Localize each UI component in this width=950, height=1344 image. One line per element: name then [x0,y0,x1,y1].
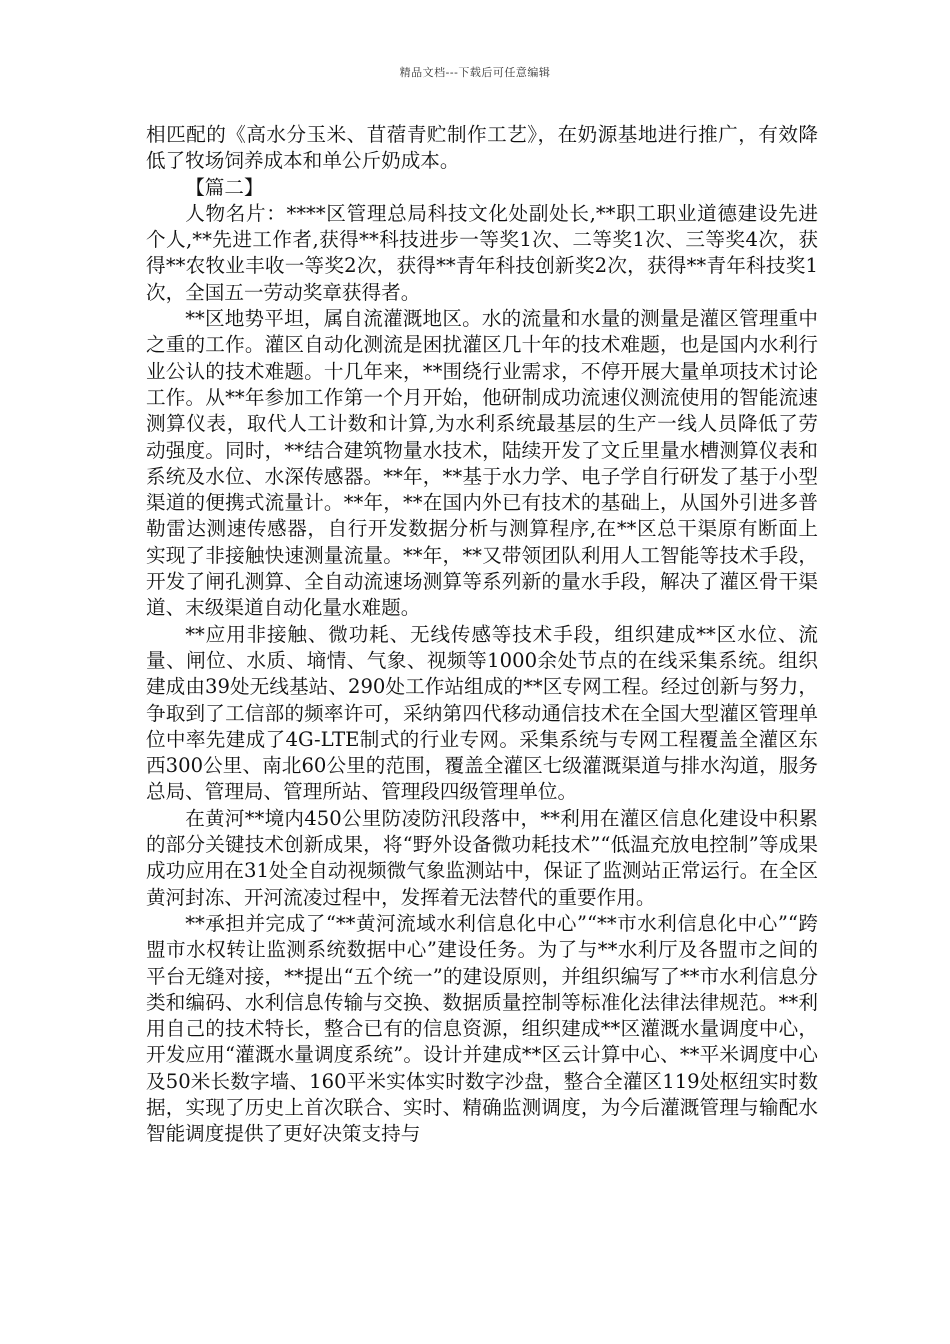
paragraph: **区地势平坦，属自流灌溉地区。水的流量和水量的测量是灌区管理重中之重的工作。灌区自动化测流是困扰灌区几十年的技术难题，也是国内水利行业公认的技术难题。十几年来，**围绕行业需求，不停开展大量单项技术讨论工作。从**年参加工作第一个月开始，他研制成功流速仪测流使用的智能流速测算仪表，取代人工计数和计算,为水利系统最基层的生产一线人员降低了劳动强度。同时，**结合建筑物量水技术，陆续开发了文丘里量水槽测算仪表和系统及水位、水深传感器。**年，**基于水力学、电子学自行研发了基于小型渠道的便携式流量计。**年，**在国内外已有技术的基础上，从国外引进多普勒雷达测速传感器，自行开发数据分析与测算程序,在**区总干渠原有断面上实现了非接触快速测量流量。**年，**又带领团队利用人工智能等技术手段，开发了闸孔测算、全自动流速场测算等系列新的量水手段，解决了灌区骨干渠道、末级渠道自动化量水难题。 [146,307,818,620]
page-header: 精品文档---下载后可任意编辑 [399,66,551,79]
paragraph-continuation: 相匹配的《高水分玉米、苜蓿青贮制作工艺》，在奶源基地进行推广，有效降低了牧场饲养成本和单公斤奶成本。 [146,123,818,173]
section-heading: 【篇二】 [185,175,264,199]
paragraph: 人物名片：****区管理总局科技文化处副处长,**职工职业道德建设先进个人,**先进工作者,获得**科技进步一等奖1次、二等奖1次、三等奖4次，获得**农牧业丰收一等奖2次，获得**青年科技创新奖2次，获得**青年科技奖1次，全国五一劳动奖章获得者。 [146,201,818,304]
document-body [146,122,818,1148]
paragraph: 在黄河**境内450公里防凌防汛段落中，**利用在灌区信息化建设中积累的部分关键技术创新成果，将“野外设备微功耗技术”“低温充放电控制”等成果成功应用在31处全自动视频微气象监测站中，保证了监测站正常运行。在全区黄河封冻、开河流凌过程中，发挥着无法替代的重要作用。 [146,806,818,909]
paragraph: **承担并完成了“**黄河流域水利信息化中心”“**市水利信息化中心”“跨盟市水权转让监测系统数据中心”建设任务。为了与**水利厅及各盟市之间的平台无缝对接，**提出“五个统一”的建设原则，并组织编写了**市水利信息分类和编码、水利信息传输与交换、数据质量控制等标准化法律法律规范。**利用自己的技术特长，整合已有的信息资源，组织建成**区灌溉水量调度中心，开发应用“灌溉水量调度系统”。设计并建成**区云计算中心、**平米调度中心及50米长数字墙、160平米实体实时数字沙盘，整合全灌区119处枢纽实时数据，实现了历史上首次联合、实时、精确监测调度，为今后灌溉管理与输配水智能调度提供了更好决策支持与 [146,911,818,1146]
paragraph: **应用非接触、微功耗、无线传感等技术手段，组织建成**区水位、流量、闸位、水质、墒情、气象、视频等1000余处节点的在线采集系统。组织建成由39处无线基站、290处工作站组成的**区专网工程。经过创新与努力，争取到了工信部的频率许可，采纳第四代移动通信技术在全国大型灌区管理单位中率先建成了4G-LTE制式的行业专网。采集系统与专网工程覆盖全灌区东西300公里、南北60公里的范围，覆盖全灌区七级灌溉渠道与排水沟道，服务总局、管理局、管理所站、管理段四级管理单位。 [146,622,818,804]
